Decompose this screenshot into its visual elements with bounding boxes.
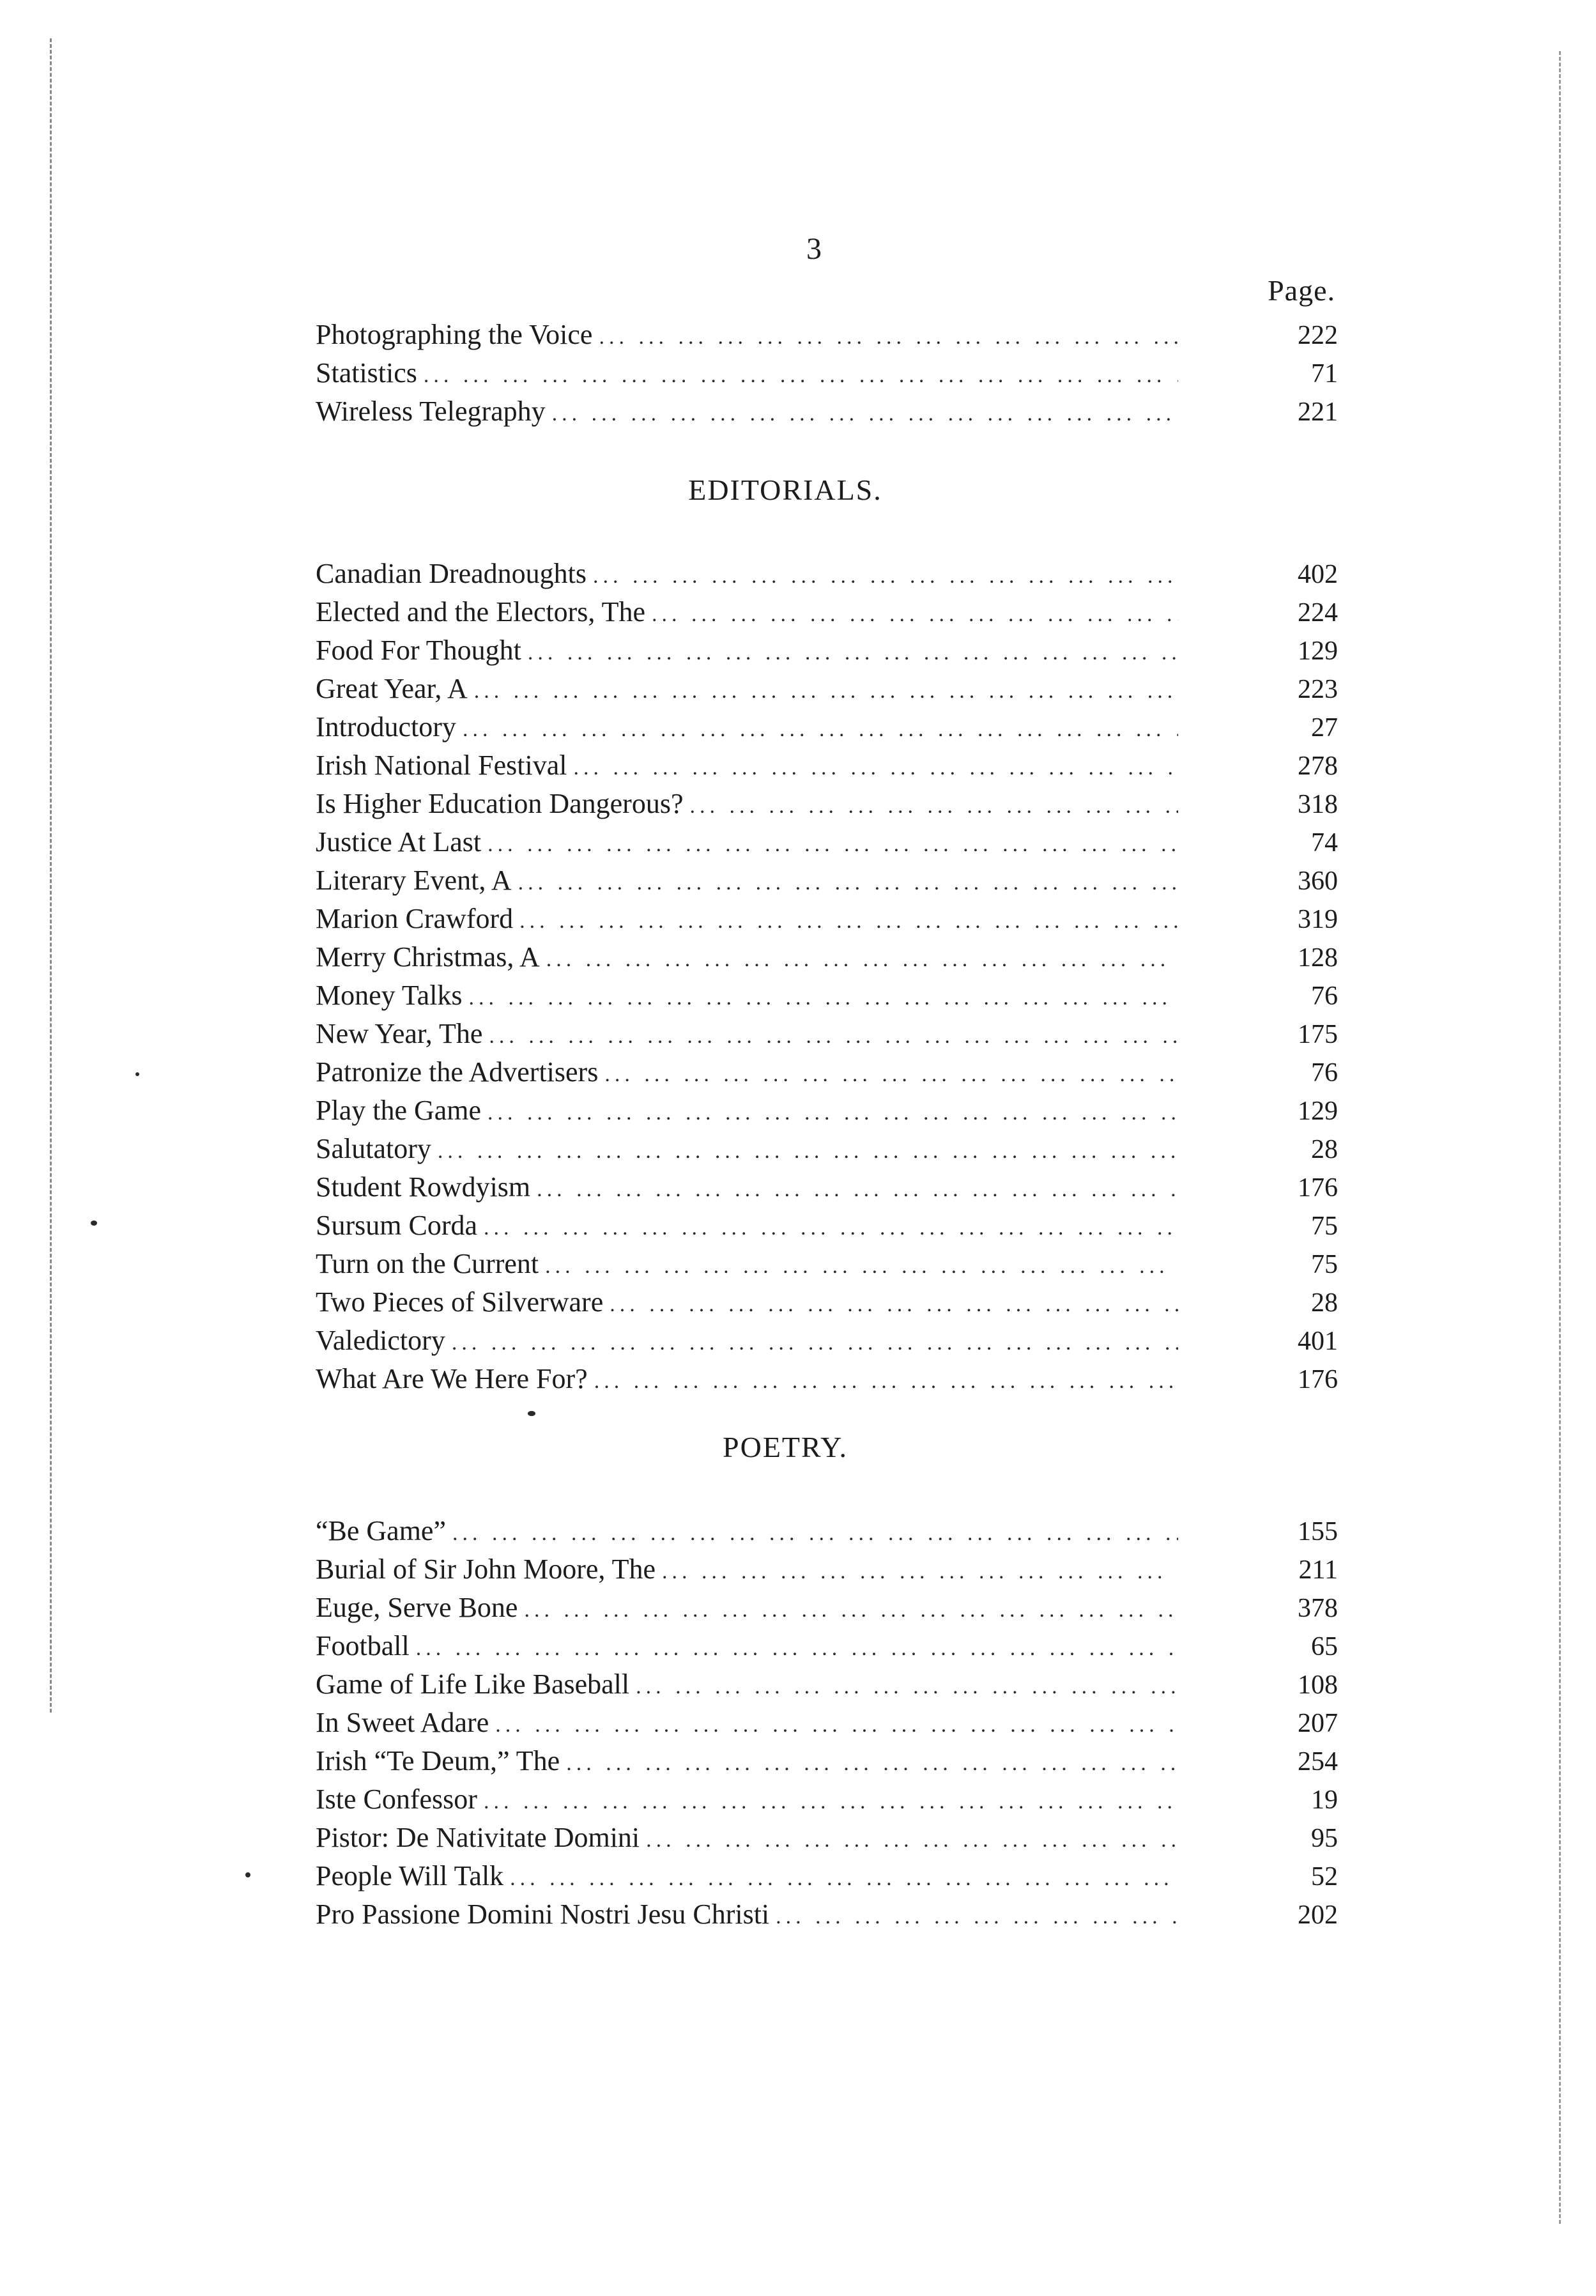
leader-dots — [518, 864, 1178, 902]
toc-entry-page: 176 — [1298, 1365, 1338, 1394]
toc-entry-title: Photographing the Voice — [316, 319, 593, 350]
toc-entry — [316, 1665, 1338, 1704]
toc-entry-title: Statistics — [316, 357, 417, 389]
toc-entry-page: 223 — [1298, 675, 1338, 704]
leader-dots — [689, 787, 1178, 826]
toc-entry-page: 52 — [1311, 1862, 1338, 1892]
leader-dots — [610, 1286, 1178, 1324]
toc-entry-page: 108 — [1298, 1670, 1338, 1700]
leader-dots — [646, 1821, 1178, 1860]
toc-entry — [316, 1321, 1338, 1360]
leader-dots — [519, 902, 1178, 941]
toc-entry-page: 28 — [1311, 1135, 1338, 1164]
toc-entry-title: Pro Passione Domini Nostri Jesu Christi — [316, 1899, 770, 1930]
toc-entry-title: Two Pieces of Silverware — [316, 1286, 604, 1318]
toc-section-continuation — [316, 316, 1338, 431]
toc-entry-page: 319 — [1298, 905, 1338, 934]
leader-dots — [528, 634, 1178, 672]
toc-entry-page: 76 — [1311, 982, 1338, 1011]
leader-dots — [424, 357, 1178, 395]
toc-entry-title: Football — [316, 1630, 410, 1661]
leader-dots — [474, 672, 1178, 711]
toc-entry — [316, 938, 1338, 976]
toc-entry — [316, 823, 1338, 861]
toc-entry-title: “Be Game” — [316, 1515, 446, 1546]
leader-dots — [495, 1706, 1178, 1745]
toc-entry — [316, 354, 1338, 392]
leader-dots — [484, 1209, 1178, 1247]
leader-dots — [552, 395, 1178, 433]
leader-dots — [438, 1132, 1178, 1171]
toc-entry-page: 207 — [1298, 1709, 1338, 1738]
leader-dots — [566, 1745, 1178, 1783]
toc-entry-title: Money Talks — [316, 980, 463, 1011]
toc-entry — [316, 1704, 1338, 1742]
toc-entry-title: Merry Christmas, A — [316, 941, 540, 973]
leader-dots — [484, 1783, 1178, 1821]
scan-edge-right — [1559, 51, 1561, 2224]
toc-entry-title: In Sweet Adare — [316, 1707, 489, 1738]
leader-dots — [524, 1591, 1178, 1630]
toc-entry — [316, 316, 1338, 354]
toc-entry-title: Canadian Dreadnoughts — [316, 558, 587, 589]
toc-entry-page: 71 — [1311, 359, 1338, 389]
toc-entry-title: What Are We Here For? — [316, 1363, 588, 1394]
toc-entry — [316, 1245, 1338, 1283]
toc-entry — [316, 1053, 1338, 1091]
leader-dots — [594, 1362, 1178, 1401]
leader-dots — [416, 1630, 1178, 1668]
toc-entry — [316, 785, 1338, 823]
toc-entry-title: Literary Event, A — [316, 865, 512, 896]
toc-entry-title: Euge, Serve Bone — [316, 1592, 518, 1623]
toc-entry-title: Turn on the Current — [316, 1248, 539, 1279]
toc-entry-title: Iste Confessor — [316, 1784, 477, 1815]
toc-entry-page: 129 — [1298, 1097, 1338, 1126]
toc-entry-title: Burial of Sir John Moore, The — [316, 1553, 656, 1585]
toc-entry — [316, 861, 1338, 900]
toc-entry — [316, 900, 1338, 938]
toc-entry-page: 74 — [1311, 828, 1338, 858]
toc-entry — [316, 1283, 1338, 1321]
toc-section-editorials — [316, 465, 1338, 1398]
toc-entry-title: Student Rowdyism — [316, 1171, 531, 1203]
leader-dots — [545, 1247, 1178, 1286]
toc-entry — [316, 1780, 1338, 1819]
toc-entry — [316, 1627, 1338, 1665]
toc-entry-page: 175 — [1298, 1020, 1338, 1049]
toc-entry — [316, 593, 1338, 631]
toc-entry — [316, 1015, 1338, 1053]
leader-dots — [463, 711, 1178, 749]
leader-dots — [599, 318, 1178, 357]
toc-entry-title: Great Year, A — [316, 673, 468, 704]
toc-entry — [316, 1819, 1338, 1857]
toc-entry-title: Is Higher Education Dangerous? — [316, 788, 684, 819]
toc-entry-page: 378 — [1298, 1594, 1338, 1623]
toc-entry-page: 75 — [1311, 1212, 1338, 1241]
toc-entry-title: Sursum Corda — [316, 1210, 477, 1241]
toc-entry — [316, 1091, 1338, 1130]
leader-dots — [469, 979, 1178, 1017]
toc-entry-title: Patronize the Advertisers — [316, 1056, 599, 1088]
toc-entry-page: 27 — [1311, 713, 1338, 743]
toc-entry — [316, 1168, 1338, 1206]
toc-entry — [316, 670, 1338, 708]
leader-dots — [776, 1898, 1178, 1936]
toc-entry-title: Valedictory — [316, 1325, 445, 1356]
toc-entry — [316, 746, 1338, 785]
toc-entry-page: 224 — [1298, 598, 1338, 628]
leader-dots — [604, 1056, 1178, 1094]
toc-entry-page: 401 — [1298, 1327, 1338, 1356]
scan-speck — [135, 1072, 139, 1076]
scan-edge-left — [50, 38, 52, 1713]
toc-entry-page: 254 — [1298, 1747, 1338, 1776]
leader-dots — [537, 1171, 1178, 1209]
leader-dots — [546, 941, 1178, 979]
toc-entry-title: Justice At Last — [316, 826, 482, 858]
toc-entry — [316, 1550, 1338, 1589]
toc-entry-page: 75 — [1311, 1250, 1338, 1279]
page-column-label: Page. — [1268, 274, 1335, 307]
toc-entry-title: Game of Life Like Baseball — [316, 1668, 630, 1700]
leader-dots — [574, 749, 1179, 787]
leader-dots — [487, 1094, 1178, 1132]
toc-entry-title: Introductory — [316, 711, 456, 743]
toc-entry-title: Pistor: De Nativitate Domini — [316, 1822, 640, 1853]
page-number: 3 — [806, 232, 822, 266]
leader-dots — [452, 1514, 1178, 1553]
toc-entry-page: 76 — [1311, 1058, 1338, 1088]
leader-dots — [593, 557, 1178, 596]
toc-entries — [316, 1512, 1338, 1934]
toc-entry-page: 129 — [1298, 636, 1338, 666]
toc-entry-page: 278 — [1298, 751, 1338, 781]
toc-entry-page: 19 — [1311, 1785, 1338, 1815]
toc-entry — [316, 1857, 1338, 1895]
toc-entry — [316, 1512, 1338, 1550]
toc-entry-page: 221 — [1298, 397, 1338, 427]
toc-entry-page: 202 — [1298, 1900, 1338, 1930]
scan-speck — [245, 1872, 250, 1877]
toc-entry-title: People Will Talk — [316, 1860, 504, 1892]
toc-entry — [316, 1130, 1338, 1168]
scan-speck — [528, 1411, 535, 1416]
leader-dots — [452, 1324, 1178, 1362]
leader-dots — [510, 1860, 1178, 1898]
toc-entry-page: 155 — [1298, 1517, 1338, 1546]
scan-speck — [91, 1221, 97, 1226]
toc-entry-page: 222 — [1298, 321, 1338, 350]
toc-entry-title: Irish “Te Deum,” The — [316, 1745, 560, 1776]
toc-entry-title: Irish National Festival — [316, 750, 567, 781]
toc-entry-page: 211 — [1298, 1555, 1338, 1585]
toc-entry-page: 176 — [1298, 1173, 1338, 1203]
toc-entry — [316, 976, 1338, 1015]
toc-entry-page: 318 — [1298, 790, 1338, 819]
toc-entry — [316, 1206, 1338, 1245]
toc-entry-title: New Year, The — [316, 1018, 483, 1049]
toc-entry-title: Elected and the Electors, The — [316, 596, 645, 628]
toc-entry-page: 65 — [1311, 1632, 1338, 1661]
toc-entry-title: Wireless Telegraphy — [316, 396, 546, 427]
leader-dots — [636, 1668, 1178, 1706]
toc-entry — [316, 1589, 1338, 1627]
toc-entry — [316, 1360, 1338, 1398]
toc-entry-title: Food For Thought — [316, 635, 521, 666]
toc-entry — [316, 631, 1338, 670]
leader-dots — [652, 596, 1178, 634]
toc-entry-page: 95 — [1311, 1824, 1338, 1853]
toc-entry-page: 402 — [1298, 560, 1338, 589]
toc-entries — [316, 555, 1338, 1398]
toc-section-poetry — [316, 1422, 1338, 1934]
leader-dots — [489, 1017, 1178, 1056]
toc-entry — [316, 1895, 1338, 1934]
toc-entry-page: 128 — [1298, 943, 1338, 973]
toc-entry-title: Play the Game — [316, 1095, 482, 1126]
leader-dots — [662, 1553, 1178, 1591]
toc-entries — [316, 316, 1338, 431]
toc-entry — [316, 392, 1338, 431]
toc-entry — [316, 1742, 1338, 1780]
toc-entry-page: 360 — [1298, 867, 1338, 896]
toc-entry-title: Salutatory — [316, 1133, 431, 1164]
toc-entry — [316, 555, 1338, 593]
section-heading: POETRY. — [723, 1431, 848, 1463]
toc-entry — [316, 708, 1338, 746]
leader-dots — [487, 826, 1178, 864]
toc-entry-title: Marion Crawford — [316, 903, 514, 934]
section-heading: EDITORIALS. — [688, 474, 882, 506]
toc-entry-page: 28 — [1311, 1288, 1338, 1318]
